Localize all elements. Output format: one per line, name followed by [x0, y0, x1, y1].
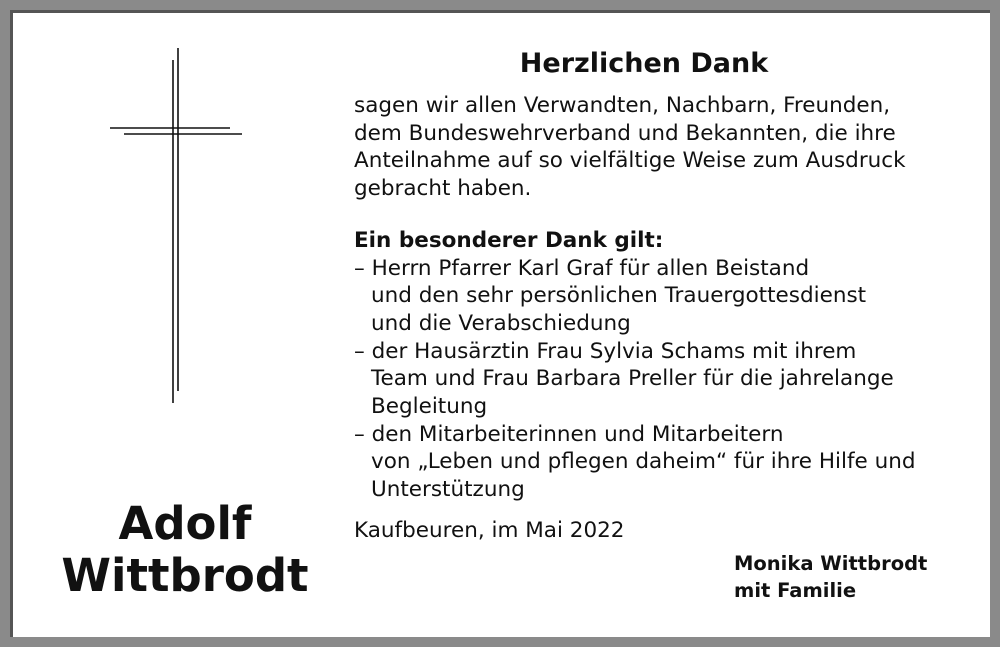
intro-line: gebracht haben.	[354, 176, 532, 202]
deceased-first-name: Adolf	[118, 497, 252, 550]
thanks-item-line: und den sehr persönlichen Trauergottesdienst	[371, 283, 867, 309]
thanks-item-line: Team und Frau Barbara Preller für die jahrelange	[371, 366, 894, 392]
notice-body	[354, 92, 974, 504]
special-thanks-title: Ein besonderer Dank gilt:	[354, 227, 664, 253]
cross-icon	[110, 48, 245, 408]
thanks-item-line: – der Hausärztin Frau Sylvia Schams mit ihrem	[354, 338, 857, 364]
thanks-item-line: von „Leben und pflegen daheim“ für ihre Hilfe und	[371, 449, 916, 475]
deceased-name	[40, 498, 330, 602]
deceased-last-name: Wittbrodt	[61, 549, 309, 602]
signature-line: mit Familie	[734, 579, 857, 602]
thanks-item-line: – Herrn Pfarrer Karl Graf für allen Beistand	[354, 255, 810, 281]
signature-line: Monika Wittbrodt	[734, 552, 928, 575]
intro-line: dem Bundeswehrverband und Bekannten, die ihre	[354, 120, 896, 146]
place-date: Kaufbeuren, im Mai 2022	[354, 518, 625, 543]
notice-heading: Herzlichen Dank	[519, 48, 769, 79]
intro-line: Anteilnahme auf so vielfältige Weise zum Ausdruck	[354, 148, 906, 174]
intro-line: sagen wir allen Verwandten, Nachbarn, Freunden,	[354, 93, 891, 118]
thanks-item-line: und die Verabschiedung	[371, 310, 631, 336]
thanks-item-line: – den Mitarbeiterinnen und Mitarbeitern	[354, 421, 784, 447]
thanks-item-line: Begleitung	[371, 394, 488, 420]
signature	[734, 550, 927, 604]
thanks-item-line: Unterstützung	[371, 477, 525, 503]
paragraph-gap	[354, 203, 974, 227]
